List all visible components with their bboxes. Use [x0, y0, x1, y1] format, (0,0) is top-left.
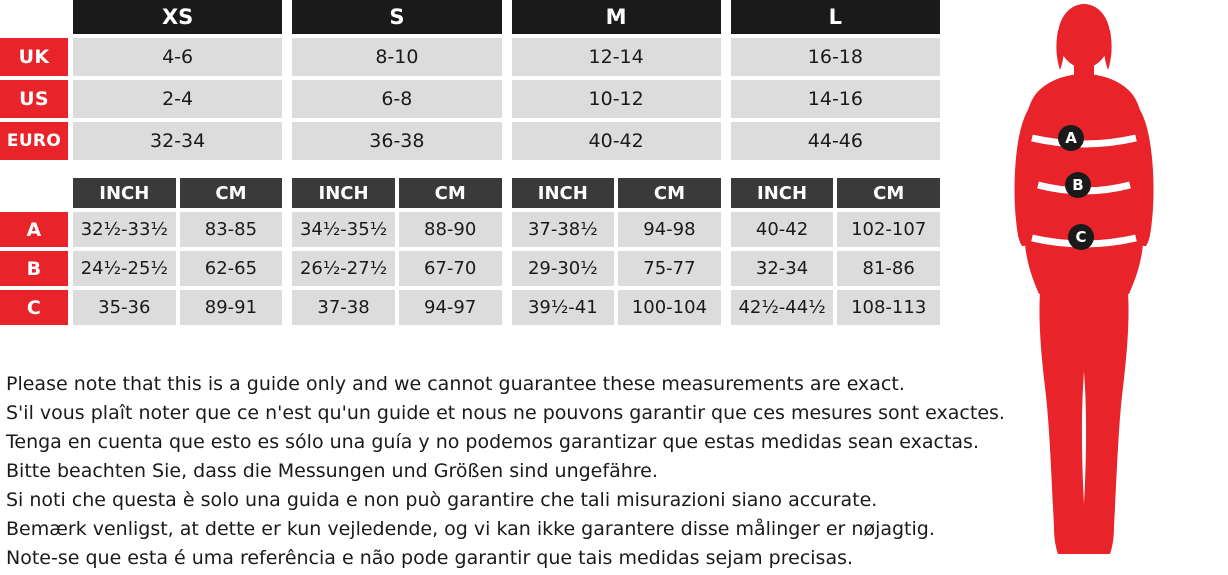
cell-c-l-cm: 108-113 [837, 290, 940, 325]
table-row-us [0, 80, 940, 118]
unit-header-l-inch: INCH [731, 178, 834, 208]
cell-c-s-cm: 94-97 [399, 290, 502, 325]
cell-a-xs-inch: 32½-33½ [73, 212, 176, 247]
row-label-us: US [0, 80, 68, 118]
corner-blank [0, 0, 68, 34]
cell-a-s-inch: 34½-35½ [292, 212, 395, 247]
cell-b-l-cm: 81-86 [837, 251, 940, 286]
cell-c-s-inch: 37-38 [292, 290, 395, 325]
unit-header-xs-inch: INCH [73, 178, 176, 208]
note-en: Please note that this is a guide only and we cannot guarantee these measurements are exact. [6, 373, 905, 395]
unit-header-s-cm: CM [399, 178, 502, 208]
cell-a-xs-cm: 83-85 [180, 212, 283, 247]
cell-b-s-inch: 26½-27½ [292, 251, 395, 286]
cell-euro-m: 40-42 [512, 122, 721, 160]
cell-uk-s: 8-10 [292, 38, 501, 76]
size-header-m: M [512, 0, 721, 34]
row-label-uk: UK [0, 38, 68, 76]
cell-c-l-inch: 42½-44½ [731, 290, 834, 325]
unit-header-m-inch: INCH [512, 178, 615, 208]
row-label-euro: EURO [0, 122, 68, 160]
table-row-c [0, 290, 940, 325]
cell-b-xs-inch: 24½-25½ [73, 251, 176, 286]
cell-a-m-cm: 94-98 [618, 212, 721, 247]
table-row-euro [0, 122, 940, 160]
cell-b-m-cm: 75-77 [618, 251, 721, 286]
unit-header-group-l [731, 178, 940, 208]
unit-header-m-cm: CM [618, 178, 721, 208]
unit-header-l-cm: CM [837, 178, 940, 208]
row-label-c: C [0, 290, 68, 325]
cell-euro-xs: 32-34 [73, 122, 282, 160]
unit-header-group-s [292, 178, 501, 208]
cell-uk-m: 12-14 [512, 38, 721, 76]
size-header-l: L [731, 0, 940, 34]
unit-header-row [0, 178, 940, 208]
cell-b-xs-cm: 62-65 [180, 251, 283, 286]
table-row-uk [0, 38, 940, 76]
marker-c: C [1068, 224, 1094, 250]
size-header-group-s [292, 0, 501, 34]
note-it: Si noti che questa è solo una guida e non può garantire che tali misurazioni siano accurate. [6, 489, 878, 511]
cell-c-xs-inch: 35-36 [73, 290, 176, 325]
row-label-a: A [0, 212, 68, 247]
unit-header-group-m [512, 178, 721, 208]
note-pt: Note-se que esta é uma referência e não pode garantir que tais medidas sejam precisas. [6, 547, 854, 569]
cell-uk-xs: 4-6 [73, 38, 282, 76]
body-diagram [940, 0, 1228, 558]
cell-b-l-inch: 32-34 [731, 251, 834, 286]
cell-c-m-cm: 100-104 [618, 290, 721, 325]
unit-header-xs-cm: CM [180, 178, 283, 208]
size-header-xs: XS [73, 0, 282, 34]
size-header-group-l [731, 0, 940, 34]
size-chart [0, 0, 940, 342]
unit-header-s-inch: INCH [292, 178, 395, 208]
cell-b-m-inch: 29-30½ [512, 251, 615, 286]
note-da: Bemærk venligst, at dette er kun vejledende, og vi kan ikke garantere disse målinger er nøjagtig. [6, 518, 935, 540]
table-row-a [0, 212, 940, 247]
size-header-row [0, 0, 940, 34]
table-row-b [0, 251, 940, 286]
note-fr: S'il vous plaît noter que ce n'est qu'un guide et nous ne pouvons garantir que ces mesures sont exactes. [6, 402, 1005, 424]
marker-a: A [1058, 125, 1084, 151]
unit-header-group-xs [73, 178, 282, 208]
cell-euro-l: 44-46 [731, 122, 940, 160]
cell-a-s-cm: 88-90 [399, 212, 502, 247]
cell-b-s-cm: 67-70 [399, 251, 502, 286]
note-es: Tenga en cuenta que esto es sólo una guía y no podemos garantizar que estas medidas sean exactas. [6, 431, 979, 453]
section-spacer [0, 164, 940, 178]
cell-c-m-inch: 39½-41 [512, 290, 615, 325]
cell-us-m: 10-12 [512, 80, 721, 118]
cell-us-xs: 2-4 [73, 80, 282, 118]
row-label-b: B [0, 251, 68, 286]
cell-euro-s: 36-38 [292, 122, 501, 160]
female-silhouette-icon [940, 0, 1228, 558]
cell-a-l-cm: 102-107 [837, 212, 940, 247]
cell-a-l-inch: 40-42 [731, 212, 834, 247]
disclaimer-notes [6, 372, 1005, 575]
cell-uk-l: 16-18 [731, 38, 940, 76]
size-header-group-m [512, 0, 721, 34]
marker-b: B [1065, 172, 1091, 198]
cell-us-l: 14-16 [731, 80, 940, 118]
cell-a-m-inch: 37-38½ [512, 212, 615, 247]
corner-blank-2 [0, 178, 68, 208]
size-header-group-xs [73, 0, 282, 34]
cell-c-xs-cm: 89-91 [180, 290, 283, 325]
note-de: Bitte beachten Sie, dass die Messungen und Größen sind ungefähre. [6, 460, 658, 482]
cell-us-s: 6-8 [292, 80, 501, 118]
size-header-s: S [292, 0, 501, 34]
